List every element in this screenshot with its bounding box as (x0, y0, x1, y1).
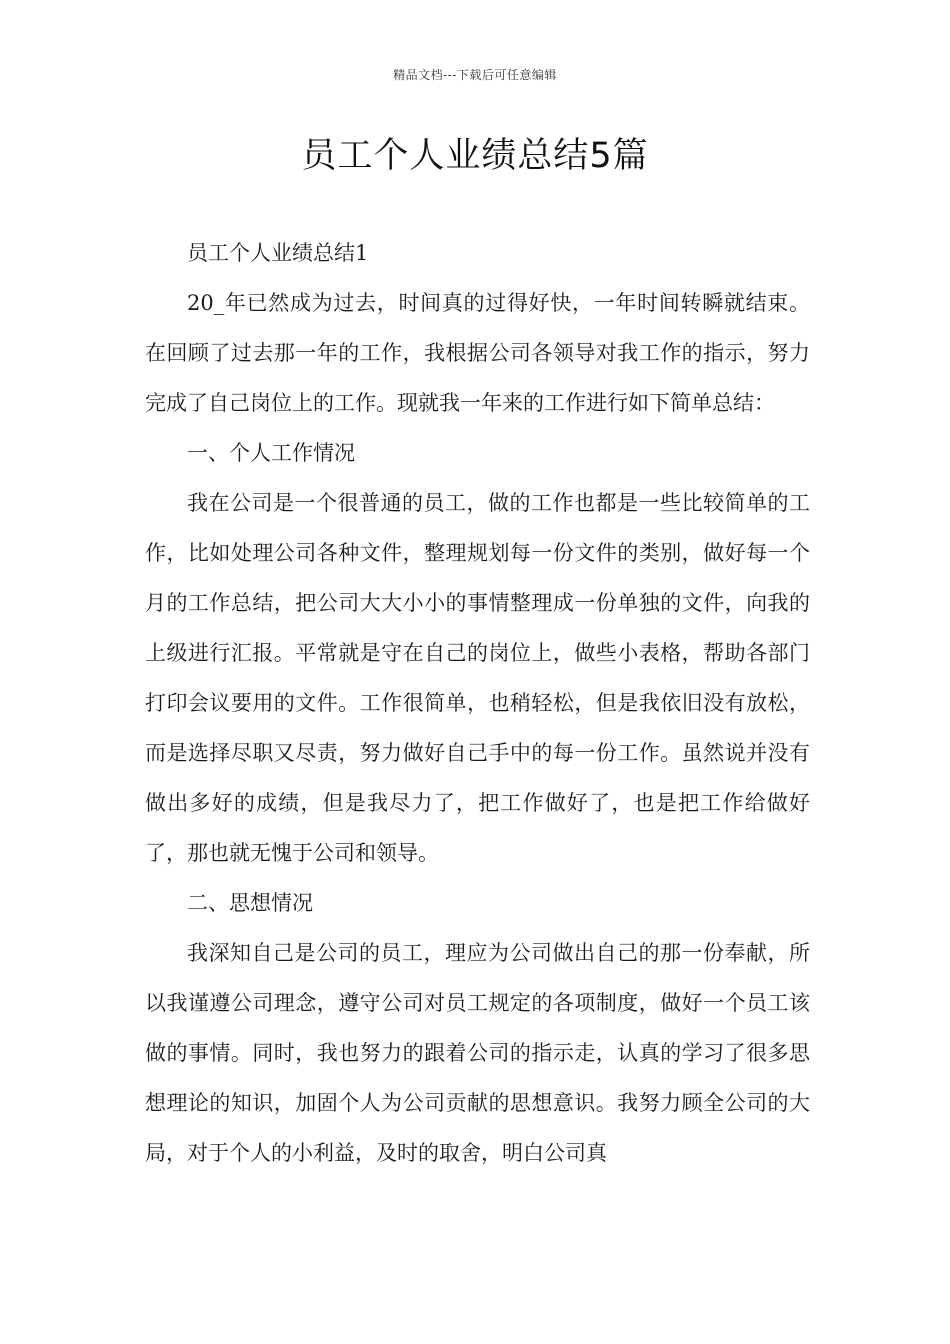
paragraph: 我在公司是一个很普通的员工，做的工作也都是一些比较简单的工作，比如处理公司各种文件，整理规划每一份文件的类别，做好每一个月的工作总结，把公司大大小小的事情整理成一份单独的文件，向我的上级进行汇报。平常就是守在自己的岗位上，做些小表格，帮助各部门打印会议要用的文件。工作很简单，也稍轻松，但是我依旧没有放松，而是选择尽职又尽责，努力做好自己手中的每一份工作。虽然说并没有做出多好的成绩，但是我尽力了，把工作做好了，也是把工作给做好了，那也就无愧于公司和领导。 (145, 491, 810, 865)
header-note: 精品文档---下载后可任意编辑 (393, 68, 557, 82)
paragraph: 我深知自己是公司的员工，理应为公司做出自己的那一份奉献，所以我谨遵公司理念，遵守公司对员工规定的各项制度，做好一个员工该做的事情。同时，我也努力的跟着公司的指示走，认真的学习了很多思想理论的知识，加固个人为公司贡献的思想意识。我努力顾全公司的大局，对于个人的小利益，及时的取舍，明白公司真 (145, 941, 810, 1165)
section-heading: 二、思想情况 (187, 891, 313, 915)
document-body (145, 228, 810, 1178)
document-title: 员工个人业绩总结5篇 (301, 136, 649, 176)
paragraph: 20_年已然成为过去，时间真的过得好快，一年时间转瞬就结束。在回顾了过去那一年的工作，我根据公司各领导对我工作的指示，努力完成了自己岗位上的工作。现就我一年来的工作进行如下简单总结： (145, 291, 810, 415)
section-heading: 员工个人业绩总结1 (187, 241, 369, 265)
section-heading: 一、个人工作情况 (187, 441, 355, 465)
